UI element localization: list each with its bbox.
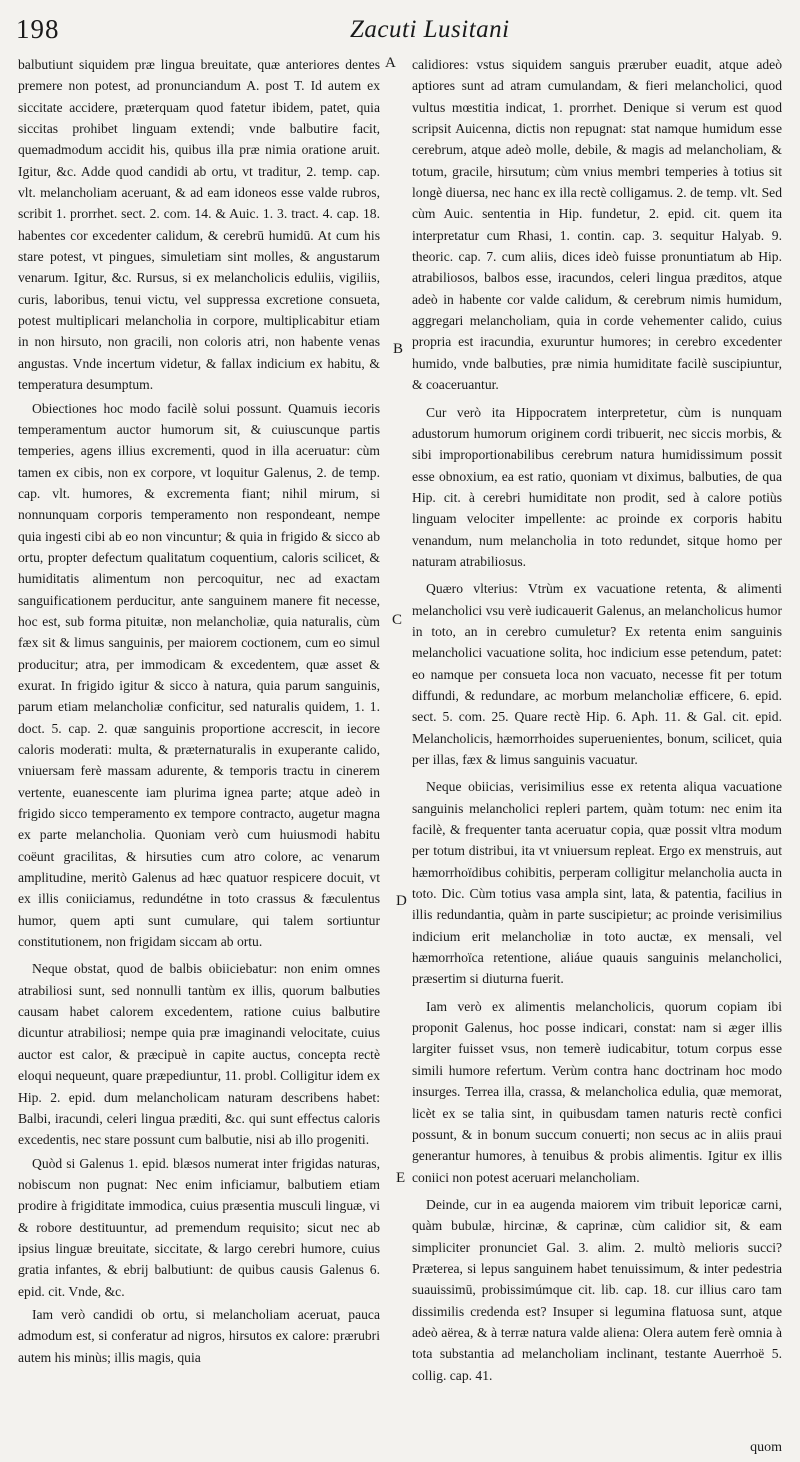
paragraph: Quòd si Galenus 1. epid. blæsos numerat inter frigidas naturas, nobiscum non pugnat: Nec enim inficiamur, balbutiem etiam prodire à frigiditate immodica, cuius præsentia musculi linguæ, vi & robore destituuntur, ad premendum requisito; sicut nec ab ipsius linguæ breuitate, siccitate, & largo cerebri humore, cuius gratia infantes, & ebrij balbutiunt: de quibus causis Galenus 6. epid. cit. Vnde, &c. <box>18 1155 380 1299</box>
right-column <box>412 54 782 1386</box>
paragraph: calidiores: vstus siquidem sanguis præruber euadit, atque adeò aptiores sunt ad atram cumulandam, & fieri melancholici, quod vultus mœstitia indicat, 1. prorrhet. Denique si verum est quod scripsit Auicenna, dictis non repugnat: stat namque humidum esse cerebrum, atque adeò molle, debile, & magis ad melancholiam, & totum, gracile, hirsutum; cùm vnius membri temperies à totius sit longè diuersa, nec hanc ex illa rectè colligamus. 2. de temp. vlt. Sed cùm Auic. sententia in Hip. fundetur, 2. epid. cit. quem ita interpretatur cum Rhasi, 1. contin. cap. 3. sequitur Halyab. 9. theoric. cap. 7. cum aliis, dices ideò fuisse pronuntiatum ab Hip. atrabiliosos, balbos esse, iracundos, celeri lingua præditos, atque adeò in habente cor valde calidum, & cerebrum nimis humidum, aggregari melancholiam, quia in corde vehementer calido, cuius propria est iracundia, exuruntur humores; in cerebro excedenter humido, vnde balbuties, præ nimia humiditate facilè suscipiuntur, & coaceruantur. <box>412 57 782 393</box>
catchword: quom <box>750 1440 782 1455</box>
paragraph: Deinde, cur in ea augenda maiorem vim tribuit leporicæ carni, quàm bubulæ, hircinæ, & caprinæ, cùm calidior sit, & eam simpliciter pronunciet Gal. 3. alim. 2. multò melioris succi? Præterea, si lepus sanguinem habet tenuissimum, & inter pedestria suauissimū, probissimúmque cit. lib. cap. 18. cur illius caro tam dissimilis credenda est? Insuper si legumina flatuosa sunt, atque adeò aërea, & à terræ natura valde aliena: Olera autem ferè omnia à tota substantia ad melancholiam inclinant, testante Auerrhoë 5. collig. cap. 41. <box>412 1196 782 1383</box>
paragraph: Obiectiones hoc modo facilè solui possunt. Quamuis iecoris temperamentum auctor humorum sit, & cuiuscunque partis temperies, agens illius excrementi, quod in illa aceruatur: cùm tamen ex cibis, non ex corpore, vt loquitur Galenus, 2. de temp. cap. vlt. humores, & excrementa fiant; nihil mirum, si nonnunquam corporis temperamento non respondeant, nempe quia ingesti cibi ab eo non vincuntur; & quia in frigido & sicco ab ortu, propter defectum qualitatum coquentium, caloris scilicet, & humiditatis alimentum non percoquitur, nec ad exactam sanguificationem perducitur, ante sanguinem manere fit necesse, hoc est, sub forma pituitæ, non melancholiæ, quia naturalis, cùm fæx sit & limus sanguinis, per maiorem coctionem, cum eo simul producitur; atra, per immodicam & excedentem, quæ asset & exurat. In frigido igitur & sicco à natura, quia parum sanguinis, parum etiam melancholiæ conficitur, sed naturalis quidem, 1. 1. doct. 5. cap. 2. quæ sanguinis proportione accrescit, in iecore caloris moderati: multa, & præternaturalis in exuperante calido, vniuersam ferè massam adurente, & temporis tractu in cinerem vertente, euanescente iam plurima ignea parte; atque adeò in frigido sicco temperamento ex tempore contracto, augetur magna ex parte melancholia. Quoniam verò cum huiusmodi habitu coëunt gracilitas, & hirsuties cum atro colore, ac venarum amplitudine, meritò Galenus ad hæc quatuor respicere docuit, vt ex illis coniiciamus, redundétne in toto crassus & fæculentus humor, quem apti sunt cumulare, qui talem sortiuntur constitutionem, non frigidam siccam ab ortu. <box>18 400 380 950</box>
margin-marker-a: A <box>385 55 396 71</box>
margin-marker-c: C <box>392 612 403 628</box>
paragraph: balbutiunt siquidem præ lingua breuitate, quæ anteriores dentes premere non potest, ad pronunciandum A. post T. Id autem ex siccitate accidere, præterquam quod fatetur ibidem, patet, quia siccitas prohibet linguam extendi; vnde balbutire facit, quemadmodum accidit his, quibus illa præ nimia oratione aruit. Igitur, &c. Adde quod candidi ab ortu, vt traditur, 2. temp. cap. vlt. melancholiam aceruant, & ad eam idoneos esse valde rubros, scribit 1. prorrhet. sect. 2. com. 14. & Auic. 1. 3. tract. 4. cap. 18. habentes cor excedenter calidum, & cerebrū humidū. At cum his stare potest, vt pingues, simuletiam sint molles, & angustarum venarum. Igitur, &c. Rursus, si ex melancholicis eduliis, vigiliis, curis, laboribus, tenui victu, vel suppressa excretione consueta, potest multiplicari melancholia in corpore, multiplicabitur etiam in non hirsuto, non gracili, non coloris atri, non habente venas angustas. Vnde incertum videtur, & fallax indicium ex habitu, & temperatura desumptum. <box>18 57 380 393</box>
paragraph: Quæro vlterius: Vtrùm ex vacuatione retenta, & alimenti melancholici vsu verè iudicauerit Galenus, an melancholicus humor in toto, an in cerebro cumuletur? Ex retenta enim sanguinis melancholici vacuatione solita, hoc indicium esse petendum, patet: eo namque per consueta loca non vacuato, necesse fit per totum diffundi, & redundare, ac morbum melancholiæ efficere, 6. epid. sect. 5. com. 25. Quare rectè Hip. 6. Aph. 11. & Gal. cit. epid. Melancholicis, hæmorrhoides superuenientes, bonum, scilicet, quia per illas, fæx & limus sanguinis vacuatur. <box>412 581 782 767</box>
paragraph: Neque obiicias, verisimilius esse ex retenta aliqua vacuatione sanguinis melancholici repleri partem, quàm totum: nec enim ita facilè, & frequenter tanta aceruatur copia, quæ possit vltra modum per totum distribui, ita vt vniuersum repleat. Ergo ex menstruis, aut hæmorrhoïdibus cohibitis, perperam colligitur melancholia aucta in toto. Dic. Cùm totius vasa ampla sint, lata, & patentia, facilius in illis redundantia, quàm in parte suscipietur; ac proinde verisimilius indicium erit melancholiæ in toto auctæ, ex mensali, vel hæmorrhoïca retentione, aliáue quauis sanguinis melancholici, præsertim si diuturna fuerit. <box>412 779 782 987</box>
paragraph: Iam verò ex alimentis melancholicis, quorum copiam ibi proponit Galenus, hoc posse indicari, constat: nam si æger illis largiter fuisset vsus, non temerè iudicabitur, totum corpus esse simili humore refertum. Verùm contra hanc doctrinam hoc modo insurges. Terrea illa, crassa, & melancholica edulia, quæ memorat, licèt ex se talia sint, in quibusdam tamen naturis rectè confici possunt, & in bonum succum conuerti; non secus ac in aliis praui generantur humores, à tenuibus & probis alimentis. Igitur ex illis coniici non potest aceruari melancholiam. <box>412 998 782 1185</box>
margin-marker-e: E <box>396 1170 406 1186</box>
paragraph: Neque obstat, quod de balbis obiiciebatur: non enim omnes atrabiliosi sunt, sed nonnulli tantùm ex illis, quorum balbuties causam habet calorem excedentem, ratione cuius balbutire dicuntur atrabiliosi; nempe quia præ imaginandi velocitate, cuius auctor est calor, & præcipuè in capite auctus, concepta rectè eloqui nequeunt, quare præpediuntur, 11. probl. Colligitur idem ex Hip. 2. epid. dum melancholicam naturam describens habet: Balbi, iracundi, celeri lingua præditi, &c. qui sunt effectus caloris excedentis, nec stare possunt cum balbutie, nisi ab illo progeniti. <box>18 961 380 1148</box>
page-number: 198 <box>16 14 60 44</box>
left-column <box>18 54 380 1368</box>
margin-marker-d: D <box>396 893 407 909</box>
margin-marker-b: B <box>393 341 404 357</box>
running-head: Zacuti Lusitani <box>350 16 510 43</box>
paragraph: Iam verò candidi ob ortu, si melancholiam aceruat, pauca admodum est, si conferatur ad nigros, hirsutos ex calore: prærubri autem his minùs; illis magis, quia <box>18 1306 380 1365</box>
paragraph: Cur verò ita Hippocratem interpretetur, cùm is nunquam adustorum humorum originem cordi tribuerit, nec siccis morbis, & sibi improportionabilibus cerebrum natura humidissimum possit esse obnoxium, ea est ratio, quoniam vt diximus, balbuties, de qua Hip. cit. à cerebri humiditate non prodit, sed à calore potiùs linguam velociter impellente: ac proinde ex corporis habitu venandum, num melancholia in toto redundet, sitque homo per naturam atrabiliosus. <box>412 404 782 569</box>
page-header <box>16 14 782 54</box>
